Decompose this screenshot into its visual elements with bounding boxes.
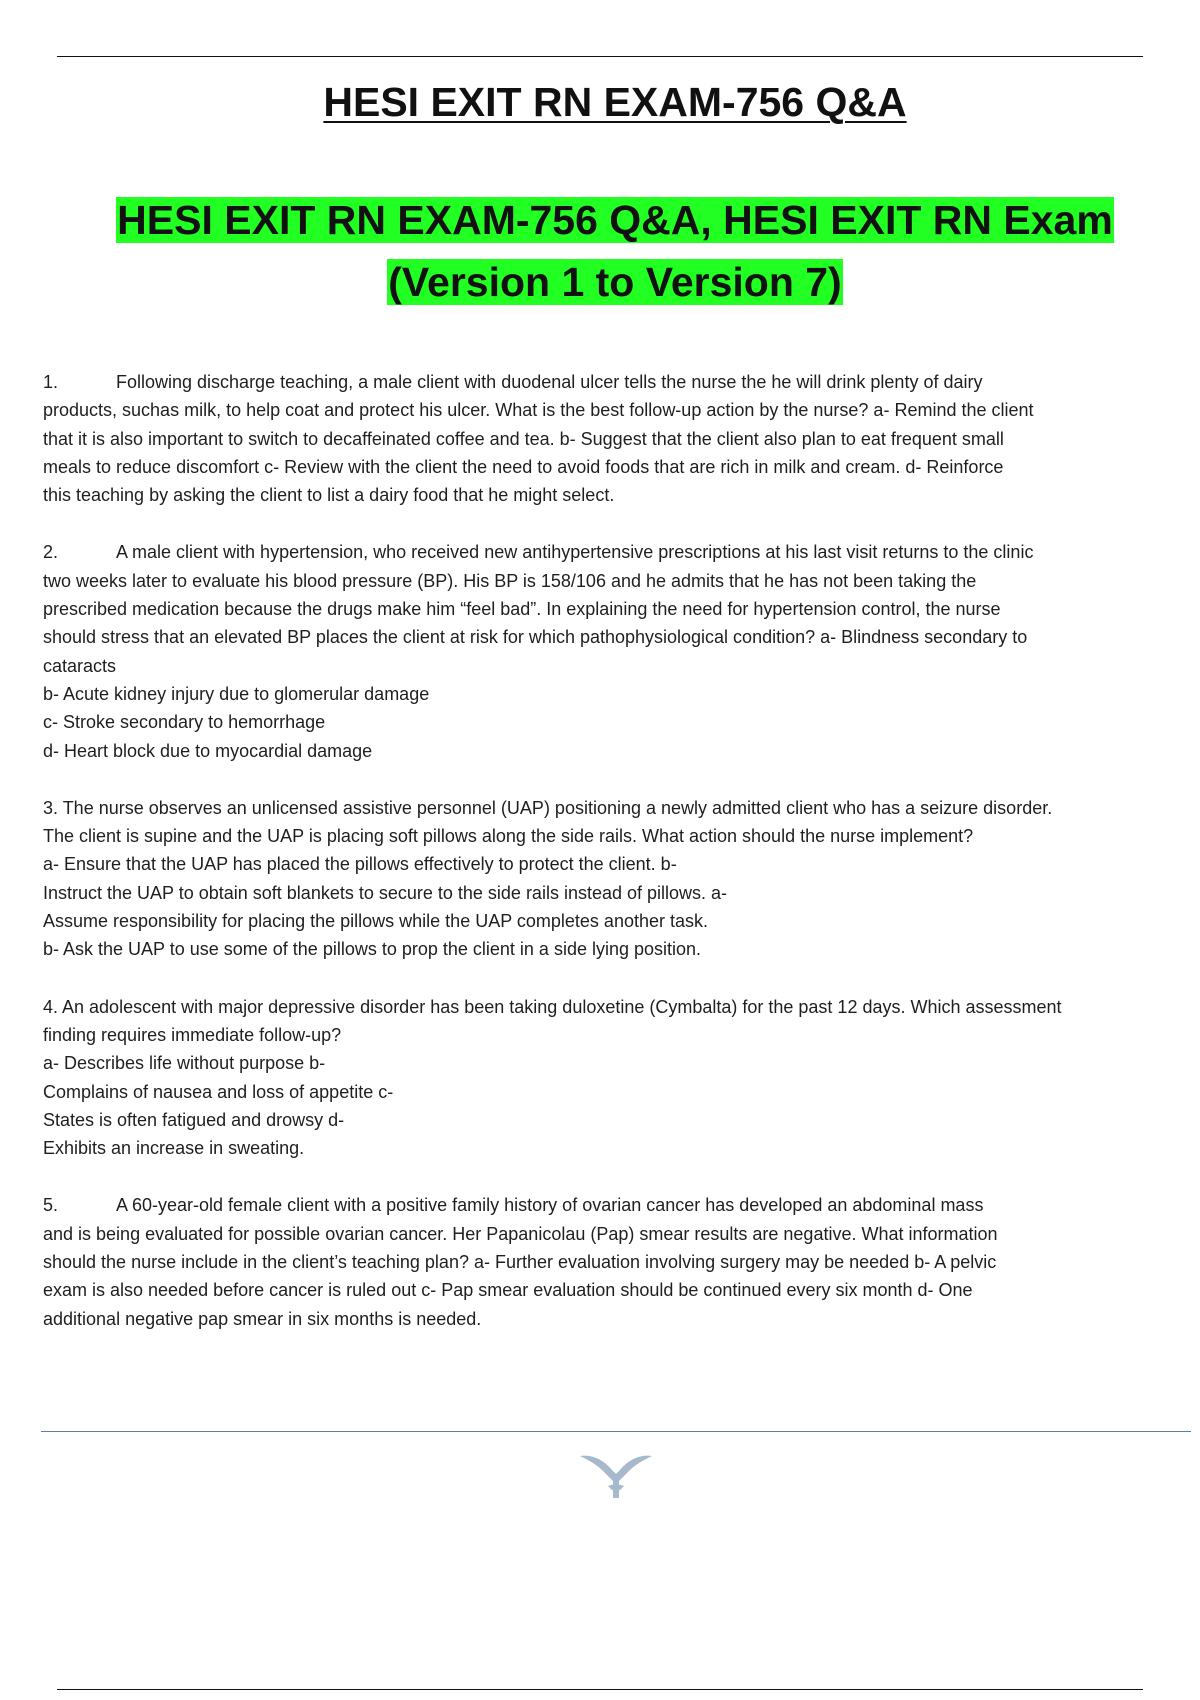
question-line: The client is supine and the UAP is placing soft pillows along the side rails. What action should the nurse implement? — [43, 826, 974, 847]
question-line — [43, 1191, 1183, 1219]
question-number: 5. — [43, 1195, 59, 1216]
bottom-rule — [57, 1689, 1143, 1690]
document-subtitle — [0, 189, 1200, 313]
question-line: products, suchas milk, to help coat and protect his ulcer. What is the best follow-up action by the nurse? a- Remind the client — [43, 400, 1034, 421]
question-1 — [43, 368, 1183, 509]
question-text: A male client with hypertension, who received new antihypertensive prescriptions at his last visit returns to the clinic — [116, 542, 1034, 563]
question-text: Following discharge teaching, a male client with duodenal ulcer tells the nurse the he will drink plenty of dairy — [116, 372, 983, 392]
question-line: two weeks later to evaluate his blood pressure (BP). His BP is 158/106 and he admits that he has not been taking the — [43, 570, 977, 591]
answer-option: Exhibits an increase in sweating. — [43, 1138, 305, 1159]
answer-option: Assume responsibility for placing the pillows while the UAP completes another task. — [43, 911, 708, 932]
question-line: should stress that an elevated BP places the client at risk for which pathophysiological condition? a- Blindness secondary to — [43, 627, 1028, 648]
answer-option: Instruct the UAP to obtain soft blankets to secure to the side rails instead of pillows. a- — [43, 882, 728, 903]
answer-option: c- Stroke secondary to hemorrhage — [43, 712, 326, 733]
subtitle-line-1: HESI EXIT RN EXAM-756 Q&A, HESI EXIT RN Exam — [117, 197, 1113, 243]
question-line: finding requires immediate follow-up? — [43, 1024, 342, 1045]
question-line — [43, 538, 1183, 566]
question-line: that it is also important to switch to decaffeinated coffee and tea. b- Suggest that the client also plan to eat frequent small — [43, 428, 1004, 449]
question-number: 2. — [43, 542, 59, 563]
question-line: 4. An adolescent with major depressive disorder has been taking duloxetine (Cymbalta) for the past 12 days. Which assessment — [43, 996, 1062, 1017]
question-line: should the nurse include in the client’s teaching plan? a- Further evaluation involving surgery may be needed b- A pelvic — [43, 1252, 997, 1273]
answer-option: b- Acute kidney injury due to glomerular damage — [43, 683, 430, 704]
question-line: prescribed medication because the drugs make him “feel bad”. In explaining the need for hypertension control, the nurse — [43, 599, 1001, 620]
question-line — [43, 368, 1183, 396]
question-line: meals to reduce discomfort c- Review with the client the need to avoid foods that are rich in milk and cream. d- Reinforce — [43, 456, 1004, 477]
answer-option: a- Ensure that the UAP has placed the pillows effectively to protect the client. b- — [43, 854, 677, 875]
top-rule — [57, 56, 1143, 57]
document-title-text: HESI EXIT RN EXAM-756 Q&A — [323, 79, 907, 125]
answer-option: States is often fatigued and drowsy d- — [43, 1109, 345, 1130]
bird-logo-icon — [578, 1450, 654, 1502]
answer-option: b- Ask the UAP to use some of the pillows to prop the client in a side lying position. — [43, 939, 702, 960]
answer-option: d- Heart block due to myocardial damage — [43, 740, 373, 761]
question-text: A 60-year-old female client with a positive family history of ovarian cancer has developed an abdominal mass — [116, 1195, 984, 1216]
question-line: and is being evaluated for possible ovarian cancer. Her Papanicolau (Pap) smear results are negative. What information — [43, 1223, 998, 1244]
answer-option: a- Describes life without purpose b- — [43, 1053, 326, 1074]
question-number: 1. — [43, 372, 59, 392]
question-5 — [43, 1191, 1183, 1332]
question-2 — [43, 538, 1183, 764]
question-3 — [43, 794, 1183, 964]
question-line: 3. The nurse observes an unlicensed assistive personnel (UAP) positioning a newly admitted client who has a seizure disorder. — [43, 797, 1053, 818]
question-line: additional negative pap smear in six months is needed. — [43, 1308, 482, 1329]
answer-option: Complains of nausea and loss of appetite c- — [43, 1081, 394, 1102]
question-line: exam is also needed before cancer is ruled out c- Pap smear evaluation should be continued every six month d- One — [43, 1280, 973, 1301]
subtitle-line-2: (Version 1 to Version 7) — [388, 259, 842, 305]
footer-rule — [41, 1431, 1191, 1432]
document-title — [0, 76, 1200, 128]
question-line: cataracts — [43, 655, 117, 676]
question-line: this teaching by asking the client to list a dairy food that he might select. — [43, 485, 615, 506]
question-list — [43, 368, 1183, 1362]
question-4 — [43, 993, 1183, 1163]
